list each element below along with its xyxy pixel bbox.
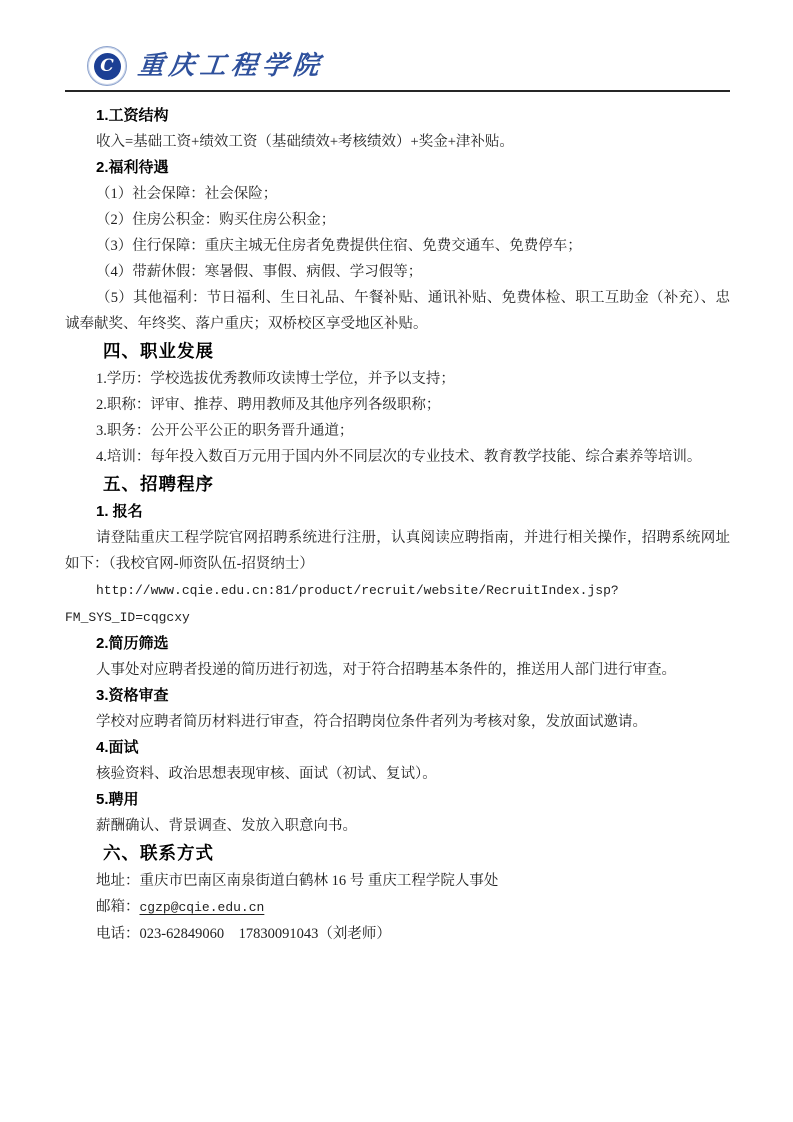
logo-text: 重庆工程学院 [136, 51, 326, 81]
step-body-hiring: 薪酬确认、背景调查、发放入职意向书。 [96, 818, 357, 834]
welfare-item: （3）住行保障：重庆主城无住房者免费提供住宿、免费交通车、免费停车； [96, 238, 582, 254]
career-item: 4.培训：每年投入数百万元用于国内外不同层次的专业技术、教育教学技能、综合素养等培训。 [96, 449, 702, 465]
recruit-url[interactable]: http://www.cqie.edu.cn:81/product/recruit/website/RecruitIndex.jsp?FM_SYS_ID=cqgcxy [65, 583, 619, 625]
step-heading-register: 1. 报名 [96, 503, 143, 520]
contact-phone-label: 电话： [96, 926, 140, 942]
contact-address-line [65, 868, 730, 894]
salary-body: 收入=基础工资+绩效工资（基础绩效+考核绩效）+奖金+津补贴。 [96, 134, 514, 150]
recruit-url-line [65, 577, 730, 631]
university-emblem-icon [87, 46, 127, 86]
contact-heading: 六、联系方式 [103, 843, 214, 863]
contact-email-link[interactable]: cgzp@cqie.edu.cn [139, 900, 265, 915]
step-body-resume-screening: 人事处对应聘者投递的简历进行初选，对于符合招聘基本条件的，推送用人部门进行审查。 [96, 662, 676, 678]
contact-phone: 023-62849060 17830091043（刘老师） [139, 926, 391, 942]
step-heading-qualification-review: 3.资格审查 [96, 687, 169, 704]
step-heading-hiring: 5.聘用 [96, 791, 139, 808]
step-body-interview: 核验资料、政治思想表现审核、面试（初试、复试）。 [96, 766, 437, 782]
career-item: 1.学历：学校选拔优秀教师攻读博士学位，并予以支持； [96, 371, 455, 387]
welfare-item: （5）其他福利：节日福利、生日礼品、午餐补贴、通讯补贴、免费体检、职工互助金（补充）、忠诚奉献奖、年终奖、落户重庆；双桥校区享受地区补贴。 [65, 290, 730, 332]
welfare-item: （2）住房公积金：购买住房公积金； [96, 212, 336, 228]
salary-heading: 1.工资结构 [96, 107, 169, 124]
contact-email-line [65, 894, 730, 921]
contact-address: 重庆市巴南区南泉街道白鹤林 16 号 重庆工程学院人事处 [139, 873, 499, 889]
welfare-item: （1）社会保障：社会保险； [96, 186, 278, 202]
procedure-heading: 五、招聘程序 [103, 474, 214, 494]
step-heading-interview: 4.面试 [96, 739, 139, 756]
welfare-item: （4）带薪休假：寒暑假、事假、病假、学习假等； [96, 264, 423, 280]
contact-phone-line [65, 921, 730, 947]
career-heading: 四、职业发展 [103, 341, 214, 361]
emblem-letter: C [94, 53, 121, 80]
contact-address-label: 地址： [96, 873, 140, 889]
step-body-register: 请登陆重庆工程学院官网招聘系统进行注册，认真阅读应聘指南，并进行相关操作，招聘系统网址如下：（我校官网-师资队伍-招贤纳士） [65, 530, 730, 572]
step-heading-resume-screening: 2.简历筛选 [96, 635, 169, 652]
document-header [65, 46, 730, 92]
document-content [65, 92, 730, 947]
step-body-qualification-review: 学校对应聘者简历材料进行审查，符合招聘岗位条件者列为考核对象，发放面试邀请。 [96, 714, 647, 730]
contact-email-label: 邮箱： [96, 899, 140, 915]
career-item: 3.职务：公开公平公正的职务晋升通道； [96, 423, 354, 439]
welfare-heading: 2.福利待遇 [96, 159, 169, 176]
career-item: 2.职称：评审、推荐、聘用教师及其他序列各级职称； [96, 397, 441, 413]
university-logo [87, 46, 324, 86]
